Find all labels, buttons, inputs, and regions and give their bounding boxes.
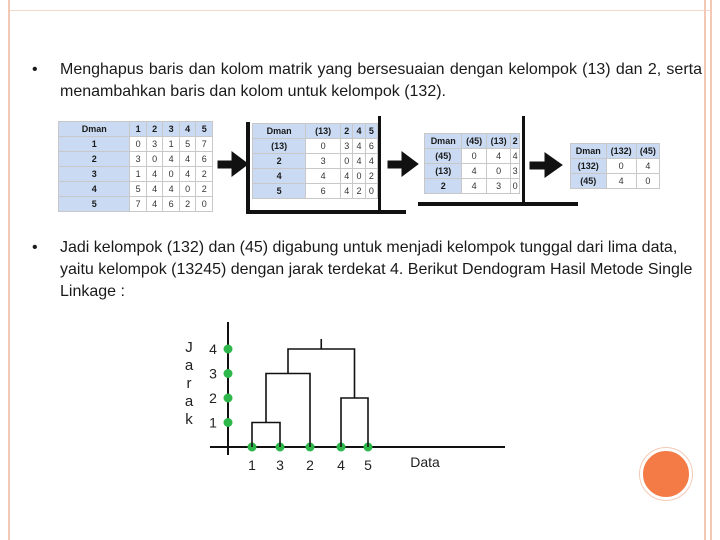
matrix-row-header: 2 <box>253 154 306 169</box>
matrix-cell: 4 <box>462 179 486 194</box>
matrix-cell: 4 <box>146 182 163 197</box>
matrix-row-header: 4 <box>253 169 306 184</box>
matrix-cell: 2 <box>179 197 196 212</box>
x-tick-label: 1 <box>248 457 256 473</box>
matrix-cell: 5 <box>179 137 196 152</box>
y-tick-label: 2 <box>209 390 217 406</box>
matrix-cell: 0 <box>353 169 365 184</box>
y-tick-point <box>224 394 233 403</box>
bullet-1-text: Menghapus baris dan kolom matrik yang bersesuaian dengan kelompok (13) dan 2, serta menambahkan baris dan kolom untuk kelompok (132). <box>60 61 702 100</box>
matrix-row-header: 3 <box>59 167 130 182</box>
y-tick-point <box>224 369 233 378</box>
matrix-cell: 7 <box>130 197 147 212</box>
matrix-cell: 2 <box>365 169 377 184</box>
matrix-cell: 4 <box>179 152 196 167</box>
matrix-cell: 4 <box>341 169 353 184</box>
matrix-cell: 0 <box>462 149 486 164</box>
matrix-column-header: 4 <box>179 122 196 137</box>
matrix-row-header: (132) <box>571 159 607 174</box>
y-axis-label-letter: r <box>186 375 192 392</box>
matrix-cell: 4 <box>353 139 365 154</box>
matrix-column-header: 1 <box>130 122 147 137</box>
matrix-cell: 4 <box>306 169 341 184</box>
matrix-cell: 3 <box>146 137 163 152</box>
matrix-cell: 4 <box>146 167 163 182</box>
y-tick-label: 1 <box>209 414 217 431</box>
matrix-cell: 0 <box>486 164 510 179</box>
matrix-corner-label: Dman <box>253 124 306 139</box>
matrix-column-header: 5 <box>196 122 213 137</box>
bullet-2-marker: • <box>32 239 38 256</box>
matrix-cell: 0 <box>130 137 147 152</box>
matrix-cell: 6 <box>306 184 341 199</box>
dendrogram-link <box>266 374 310 448</box>
matrix-cell: 3 <box>306 154 341 169</box>
matrix-row-header: (13) <box>425 164 462 179</box>
y-axis-label-letter: k <box>185 411 193 428</box>
matrix-row-header: 5 <box>59 197 130 212</box>
matrix-cell: 7 <box>196 137 213 152</box>
matrix-column-header: 5 <box>365 124 377 139</box>
matrix-cell: 4 <box>163 152 180 167</box>
matrix-row-header: 2 <box>59 152 130 167</box>
matrix-cell: 3 <box>130 152 147 167</box>
y-tick-label: 3 <box>209 365 217 382</box>
y-axis-label-letter: J <box>185 339 193 356</box>
matrix-cell: 0 <box>179 182 196 197</box>
decorative-orange-circle <box>640 448 692 500</box>
matrix-cell: 0 <box>306 139 341 154</box>
matrix-cell: 5 <box>130 182 147 197</box>
matrix-cell: 4 <box>146 197 163 212</box>
matrix-cell: 6 <box>196 152 213 167</box>
matrix-cell: 0 <box>365 184 377 199</box>
y-tick-point <box>224 418 233 427</box>
matrix-row-header: 1 <box>59 137 130 152</box>
x-axis-label: Data <box>410 454 440 470</box>
matrix-row-header: 4 <box>59 182 130 197</box>
y-axis-label-letter: a <box>184 357 194 374</box>
matrix-corner-label: Dman <box>59 122 130 137</box>
matrix-cell: 4 <box>606 174 636 189</box>
matrix-cell: 0 <box>606 159 636 174</box>
matrix-cell: 3 <box>341 139 353 154</box>
matrix-cell: 2 <box>196 167 213 182</box>
x-tick-label: 3 <box>276 457 284 473</box>
matrix-cell: 3 <box>511 164 520 179</box>
matrix-cell: 3 <box>486 179 510 194</box>
matrix-cell: 1 <box>130 167 147 182</box>
x-tick-label: 4 <box>337 457 345 473</box>
matrix-cell: 0 <box>636 174 659 189</box>
matrix-column-header: (45) <box>462 134 486 149</box>
matrix-cell: 0 <box>511 179 520 194</box>
matrix-column-header: (132) <box>606 144 636 159</box>
matrix-column-header: (13) <box>486 134 510 149</box>
matrix-row-header: (45) <box>425 149 462 164</box>
matrix-cell: 4 <box>511 149 520 164</box>
dendrogram-link <box>252 423 280 448</box>
matrix-column-header: 4 <box>353 124 365 139</box>
matrix-column-header: (13) <box>306 124 341 139</box>
matrix-cell: 4 <box>636 159 659 174</box>
matrix-row-header: 2 <box>425 179 462 194</box>
matrix-column-header: (45) <box>636 144 659 159</box>
matrix-cell: 6 <box>163 197 180 212</box>
x-tick-label: 2 <box>306 457 314 473</box>
matrix-cell: 4 <box>486 149 510 164</box>
matrix-cell: 4 <box>163 182 180 197</box>
matrix-cell: 2 <box>196 182 213 197</box>
dendrogram-link <box>341 398 368 447</box>
matrix-cell: 4 <box>353 154 365 169</box>
y-tick-label: 4 <box>209 341 217 357</box>
x-tick-label: 5 <box>364 457 372 473</box>
matrix-cell: 4 <box>341 184 353 199</box>
y-axis-label-letter: a <box>184 393 194 410</box>
matrix-cell: 6 <box>365 139 377 154</box>
matrix-cell: 2 <box>353 184 365 199</box>
bullet-2-text: Jadi kelompok (132) dan (45) digabung untuk menjadi kelompok tunggal dari lima data, yaitu kelompok (13245) dengan jarak terdekat 4. Berikut Dendogram Hasil Metode Single Linkage : <box>60 239 693 300</box>
matrix-cell: 4 <box>462 164 486 179</box>
y-tick-point <box>224 345 233 354</box>
matrix-corner-label: Dman <box>571 144 607 159</box>
matrix-corner-label: Dman <box>425 134 462 149</box>
matrix-column-header: 2 <box>341 124 353 139</box>
matrix-row-header: (45) <box>571 174 607 189</box>
matrix-cell: 4 <box>179 167 196 182</box>
matrix-row-header: (13) <box>253 139 306 154</box>
matrix-cell: 1 <box>163 137 180 152</box>
matrix-column-header: 2 <box>511 134 520 149</box>
matrix-cell: 0 <box>341 154 353 169</box>
matrix-column-header: 2 <box>146 122 163 137</box>
bullet-1-marker: • <box>32 61 38 78</box>
matrix-row-header: 5 <box>253 184 306 199</box>
matrix-cell: 0 <box>163 167 180 182</box>
matrix-cell: 4 <box>365 154 377 169</box>
matrix-cell: 0 <box>146 152 163 167</box>
matrix-column-header: 3 <box>163 122 180 137</box>
matrix-cell: 0 <box>196 197 213 212</box>
